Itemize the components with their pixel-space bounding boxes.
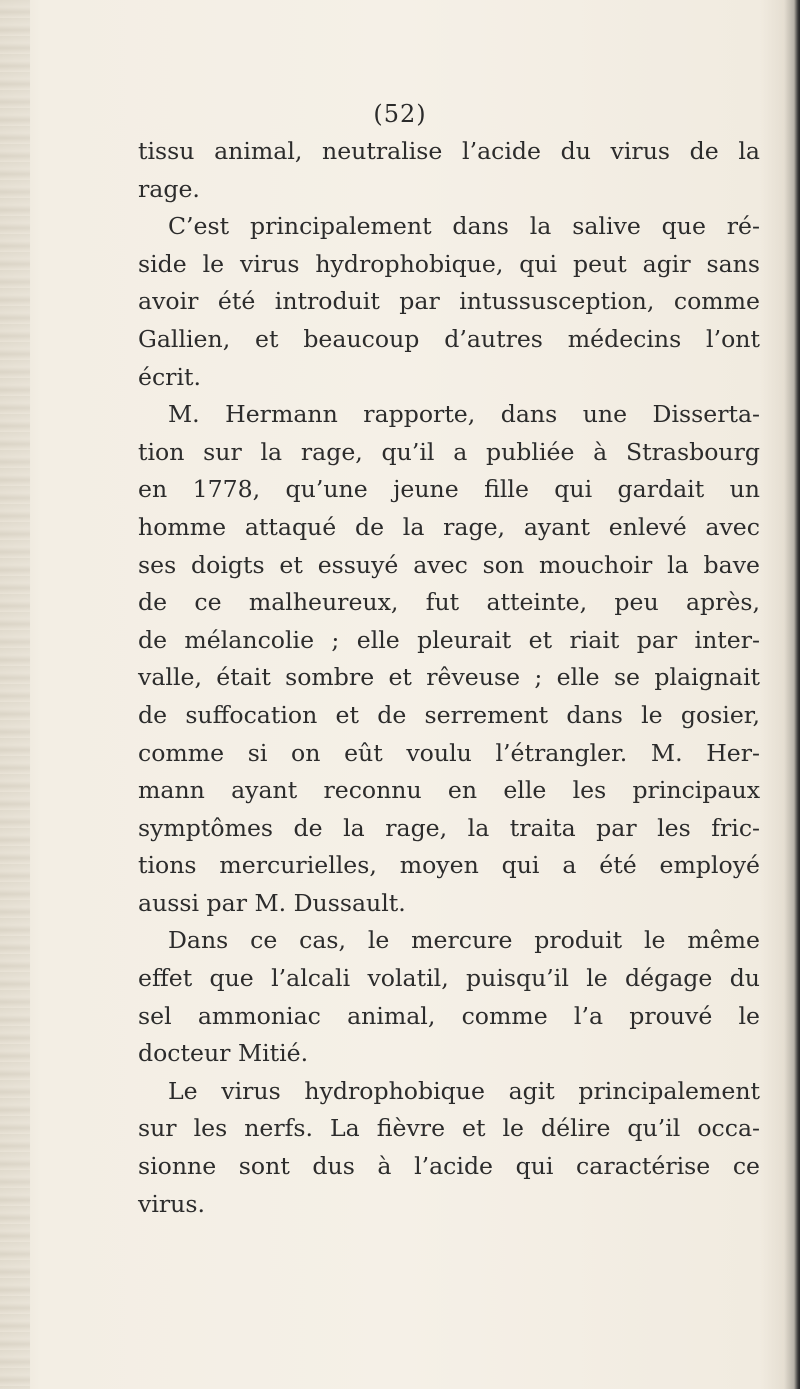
text-line: sionne sont dus à l’acide qui caractérise ce [138, 1152, 760, 1181]
text-line: tion sur la rage, qu’il a publiée à Strasbourg [138, 437, 760, 466]
page-right-edge [784, 0, 800, 1389]
text-line: tions mercurielles, moyen qui a été employé [138, 851, 760, 880]
body-text [138, 133, 760, 1223]
text-line: de ce malheureux, fut atteinte, peu après, [138, 588, 760, 617]
text-line: avoir été introduit par intussusception, comme [138, 287, 760, 316]
text-line: rage. [138, 174, 200, 203]
text-line: virus. [138, 1189, 205, 1218]
text-line: mann ayant reconnu en elle les principaux [138, 776, 760, 805]
text-line: homme attaqué de la rage, ayant enlevé avec [138, 512, 760, 541]
text-line: comme si on eût voulu l’étrangler. M. Her- [138, 738, 760, 767]
text-line: écrit. [138, 362, 201, 391]
page-number: (52) [373, 100, 427, 128]
text-line: docteur Mitié. [138, 1039, 309, 1068]
text-line: C’est principalement dans la salive que ré- [168, 212, 760, 241]
text-line: en 1778, qu’une jeune fille qui gardait un [138, 475, 760, 504]
text-line: symptômes de la rage, la traita par les fric- [138, 813, 760, 842]
text-line: Gallien, et beaucoup d’autres médecins l’ont [138, 324, 760, 353]
text-line: side le virus hydrophobique, qui peut agir sans [138, 249, 760, 278]
text-line: ses doigts et essuyé avec son mouchoir la bave [138, 550, 760, 579]
text-line: valle, était sombre et rêveuse ; elle se plaignait [138, 663, 760, 692]
text-line: sur les nerfs. La fièvre et le délire qu’il occa- [138, 1114, 760, 1143]
page-binding-edge [0, 0, 30, 1389]
text-line: de suffocation et de serrement dans le gosier, [138, 700, 760, 729]
text-line: de mélancolie ; elle pleurait et riait par inter- [138, 625, 760, 654]
text-line: tissu animal, neutralise l’acide du virus de la [138, 137, 760, 165]
text-line: aussi par M. Dussault. [138, 888, 406, 917]
text-line: Dans ce cas, le mercure produit le même [168, 926, 760, 955]
text-line: Le virus hydrophobique agit principalement [168, 1076, 760, 1105]
text-line: sel ammoniac animal, comme l’a prouvé le [138, 1001, 760, 1030]
text-line: M. Hermann rapporte, dans une Disserta- [168, 400, 760, 429]
text-line: effet que l’alcali volatil, puisqu’il le dégage du [138, 964, 760, 993]
